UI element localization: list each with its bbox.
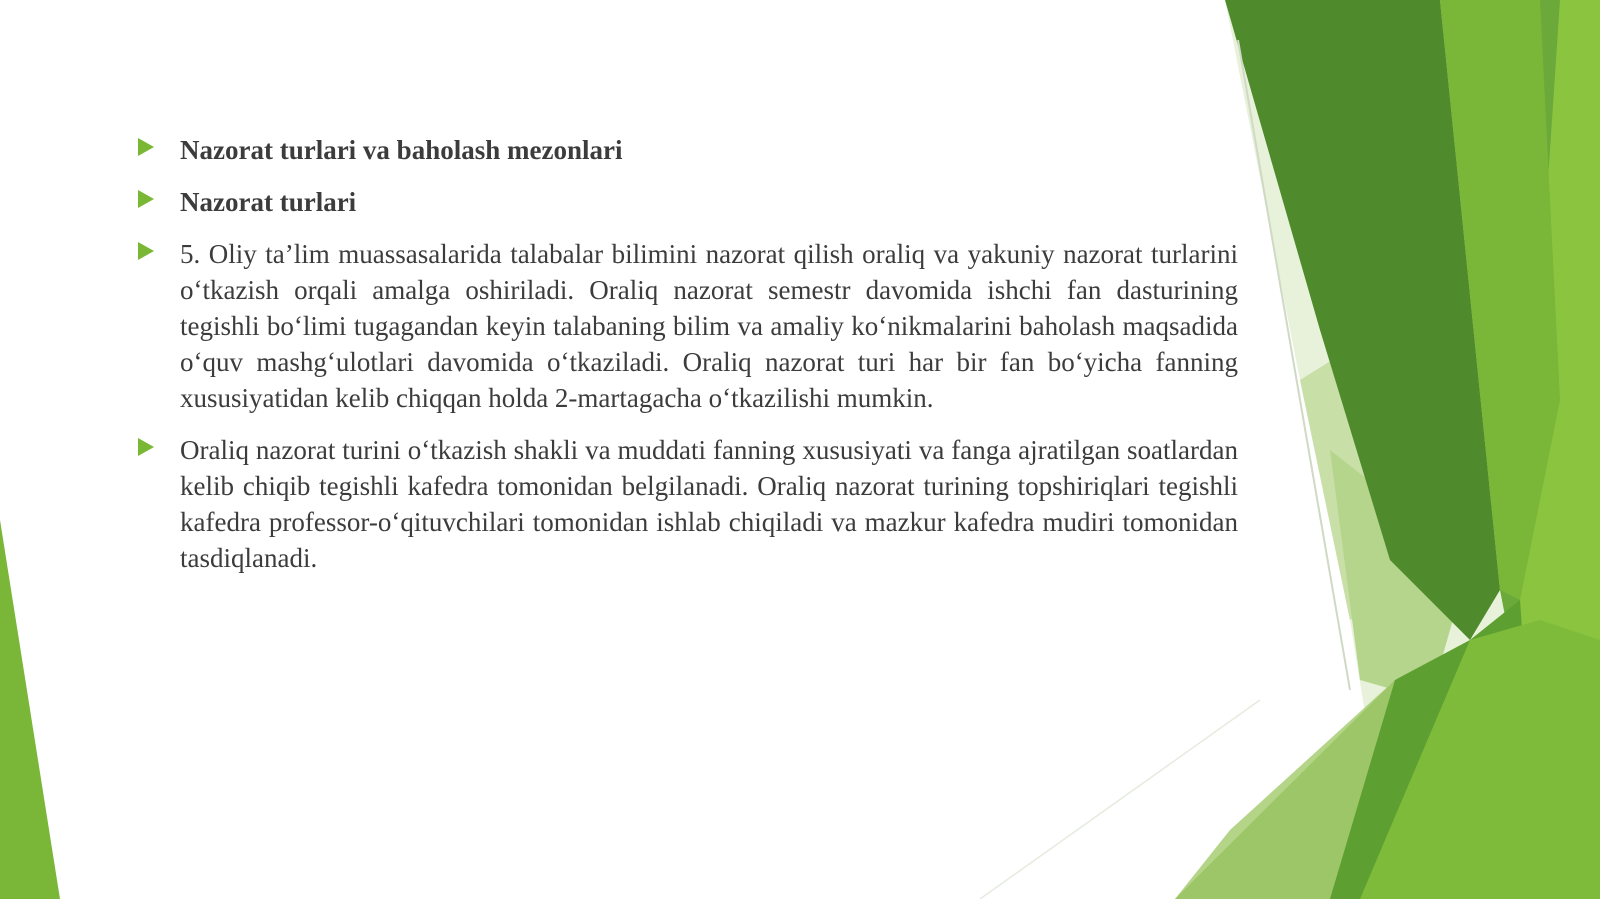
bullet-text: Nazorat turlari	[180, 187, 357, 217]
bullet-arrow-icon	[138, 138, 154, 156]
bullet-text: Oraliq nazorat turini o‘tkazish shakli va muddati fanning xususiyati va fanga ajratilgan soatlardan kelib chiqib tegishli kafedra tomonidan belgilanadi. Oraliq nazorat turining topshiriqlari tegishli kafedra professor-o‘qituvchilari tomonidan ishlab chiqiladi va mazkur kafedra mudiri tomonidan tasdiqlanadi.	[180, 435, 1238, 573]
bullet-arrow-icon	[138, 190, 154, 208]
bullet-item-paragraph-2	[134, 432, 1238, 576]
bullet-text: Nazorat turlari va baholash mezonlari	[180, 135, 623, 165]
bullet-arrow-icon	[138, 242, 154, 260]
bullet-arrow-icon	[138, 438, 154, 456]
decor-facet-left	[0, 520, 60, 899]
bullet-text: 5. Oliy ta’lim muassasalarida talabalar bilimini nazorat qilish oraliq va yakuniy nazorat turlarini o‘tkazish orqali amalga oshiriladi. Oraliq nazorat semestr davomida ishchi fan dasturining tegishli bo‘limi tugagandan keyin talabaning bilim va amaliy ko‘nikmalarini baholash maqsadida o‘quv mashg‘ulotlari davomida o‘tkaziladi. Oraliq nazorat turi har bir fan bo‘yicha fanning xususiyatidan kelib chiqqan holda 2-martagacha o‘tkazilishi mumkin.	[180, 239, 1238, 413]
bullet-item-paragraph-1	[134, 236, 1238, 416]
bullet-item-title	[134, 132, 1238, 168]
bullet-item-subtitle	[134, 184, 1238, 220]
slide-content	[134, 132, 1238, 592]
